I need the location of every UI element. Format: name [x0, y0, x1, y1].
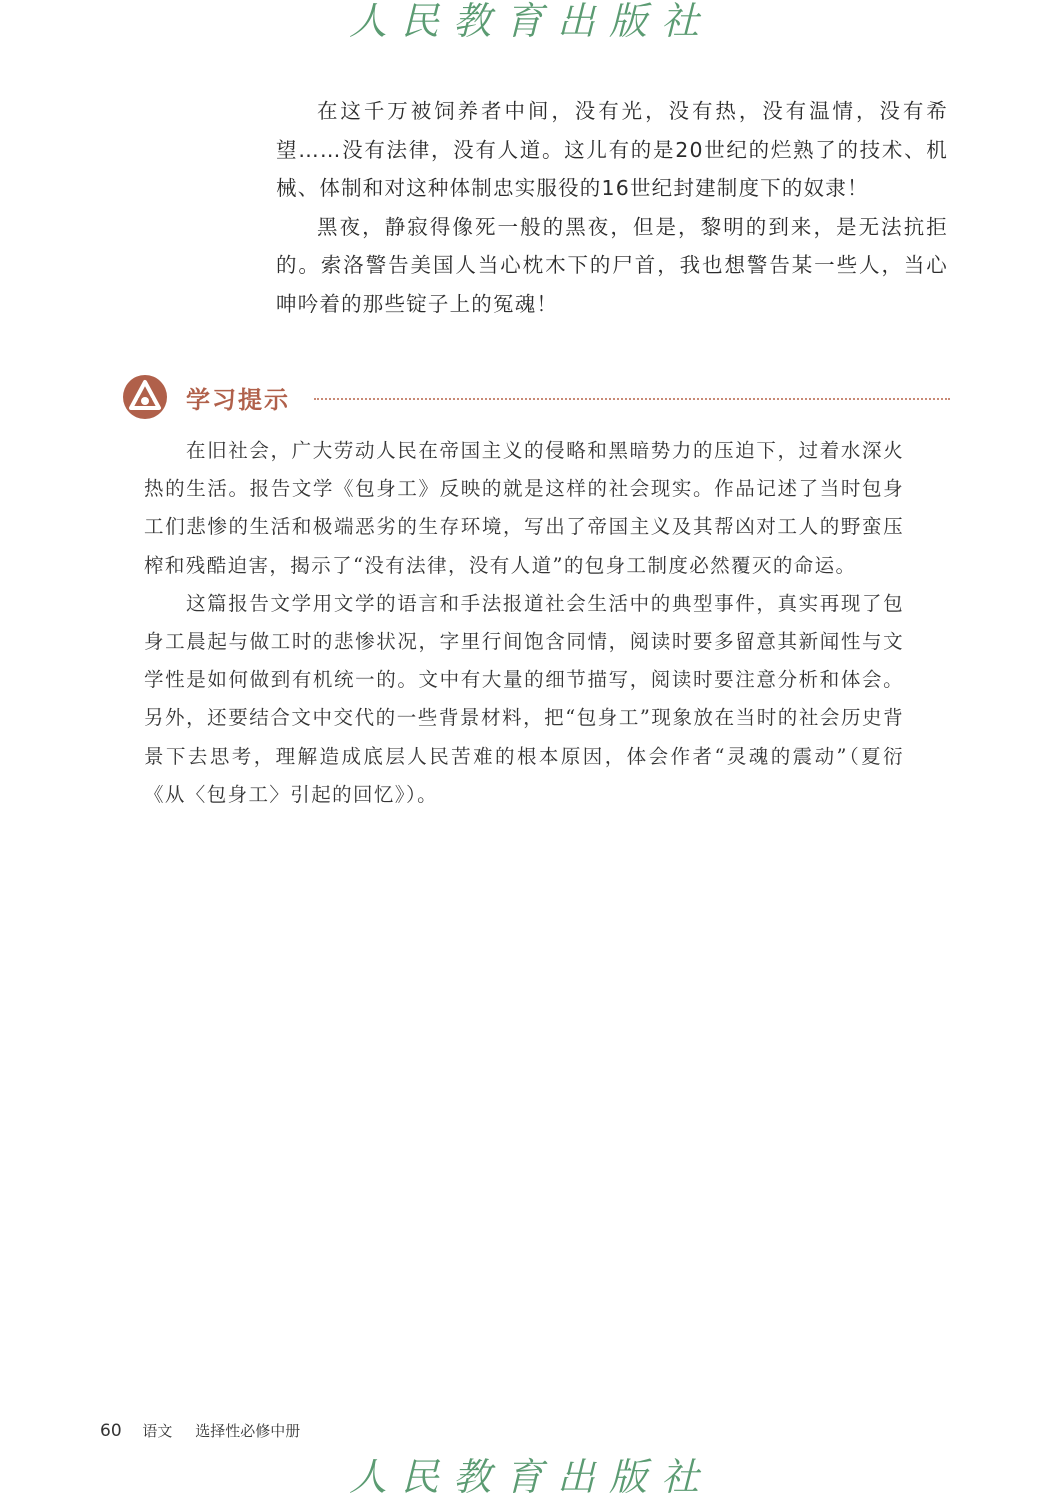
publisher-watermark-bottom: 人民教育出版社 [348, 1455, 713, 1499]
passage-paragraph: 黑夜，静寂得像死一般的黑夜，但是，黎明的到来，是无法抗拒的。索洛警告美国人当心枕木下的尸首，我也想警告某一些人，当心呻吟着的那些锭子上的冤魂！ [276, 214, 948, 316]
reading-passage [276, 92, 948, 323]
study-tips-title: 学习提示 [186, 386, 290, 414]
page-footer [100, 1420, 300, 1441]
study-tips-triangle-icon [122, 374, 168, 420]
dotted-divider [314, 398, 950, 400]
book-title: 选择性必修中册 [195, 1422, 301, 1440]
tips-paragraph: 在旧社会，广大劳动人民在帝国主义的侵略和黑暗势力的压迫下，过着水深火热的生活。报告文学《包身工》反映的就是这样的社会现实。作品记述了当时包身工们悲惨的生活和极端恶劣的生存环境，写出了帝国主义及其帮凶对工人的野蛮压榨和残酷迫害，揭示了“没有法律，没有人道”的包身工制度必然覆灭的命运。 [144, 439, 904, 577]
tips-paragraph: 这篇报告文学用文学的语言和手法报道社会生活中的典型事件，真实再现了包身工晨起与做工时的悲惨状况，字里行间饱含同情，阅读时要多留意其新闻性与文学性是如何做到有机统一的。文中有大量的细节描写，阅读时要注意分析和体会。另外，还要结合文中交代的一些背景材料，把“包身工”现象放在当时的社会历史背景下去思考，理解造成底层人民苦难的根本原因，体会作者“灵魂的震动”（夏衍《从〈包身工〉引起的回忆》）。 [144, 591, 904, 806]
page-number: 60 [100, 1421, 122, 1441]
subject-label: 语文 [142, 1422, 173, 1440]
passage-paragraph: 在这千万被饲养者中间，没有光，没有热，没有温情，没有希望……没有法律，没有人道。这儿有的是20世纪的烂熟了的技术、机械、体制和对这种体制忠实服役的16世纪封建制度下的奴隶！ [276, 99, 948, 200]
publisher-watermark-top: 人民教育出版社 [348, 0, 713, 43]
study-tips-header [122, 374, 950, 422]
study-tips-body [144, 432, 904, 814]
